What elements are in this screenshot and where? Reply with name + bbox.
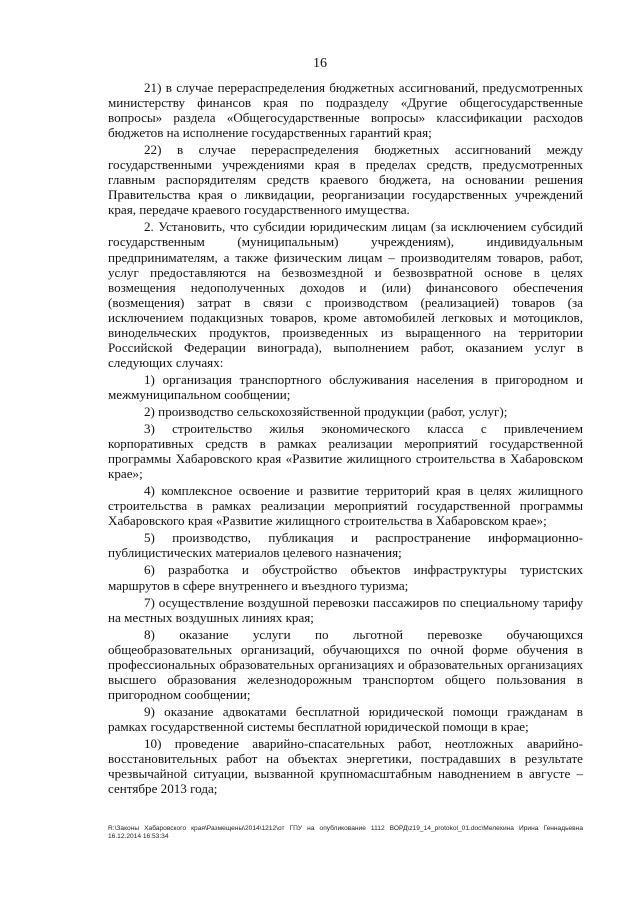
paragraph-section-2: 2. Установить, что субсидии юридическим лицам (за исключением субсидий государственным (муниципальным) учреждениям), индивидуальным предпринимателям, а также физическим лицам – производителям товаров, работ, услуг предоставляются на безвозмездной и безвозвратной основе в целях возмещения недополученных доходов и (или) финансового обеспечения (возмещения) затрат в связи с производством (реализацией) товаров (за исключением подакцизных товаров, кроме автомобилей легковых и мотоциклов, винодельческих продуктов, произведенных из выращенного на территории Российской Федерации винограда), выполнением работ, оказанием услуг в следующих случаях: — [108, 219, 583, 370]
list-item-6: 6) разработка и обустройство объектов инфраструктуры туристских маршрутов в сфере внутреннего и въездного туризма; — [108, 562, 583, 593]
page-number: 16 — [313, 56, 327, 71]
document-body — [108, 80, 583, 798]
list-item-7: 7) осуществление воздушной перевозки пассажиров по специальному тарифу на местных воздушных линиях края; — [108, 594, 583, 625]
list-item-9: 9) оказание адвокатами бесплатной юридической помощи гражданам в рамках государственной системы бесплатной юридической помощи в крае; — [108, 703, 583, 734]
paragraph-item-22: 22) в случае перераспределения бюджетных ассигнований между государственными учреждениями края в пределах средств, предусмотренных главным распорядителям средств краевого бюджета, на основании решения Правительства края о ликвидации, реорганизации государственных учреждений края, передаче краевого государственного имущества. — [108, 142, 583, 218]
list-item-5: 5) производство, публикация и распространение информационно-публицистических материалов целевого назначения; — [108, 530, 583, 561]
file-path-footer: R:\Законы Хабаровского края\Размещены\2014\1212\от ГПУ на опубликование 1112 ВОРД\z19_14_protokol_01.doc\Мелехина Ирина Геннадьевна 16.12.2014 16:53:34 — [108, 825, 583, 840]
list-item-10: 10) проведение аварийно-спасательных работ, неотложных аварийно-восстановительных работ на объектах энергетики, пострадавших в результате чрезвычайной ситуации, вызванной крупномасштабным наводнением в августе – сентябре 2013 года; — [108, 735, 583, 797]
paragraph-item-21: 21) в случае перераспределения бюджетных ассигнований, предусмотренных министерству финансов края по подразделу «Другие общегосударственные вопросы» раздела «Общегосударственные вопросы» классификации расходов бюджетов на исполнение государственных гарантий края; — [108, 80, 583, 141]
list-item-2: 2) производство сельскохозяйственной продукции (работ, услуг); — [144, 403, 508, 419]
list-item-1: 1) организация транспортного обслуживания населения в пригородном и межмуниципальном сообщении; — [108, 371, 583, 402]
list-item-3: 3) строительство жилья экономического класса с привлечением корпоративных средств в рамках реализации мероприятий государственной программы Хабаровского края «Развитие жилищного строительства в Хабаровском крае»; — [108, 421, 583, 482]
list-item-4: 4) комплексное освоение и развитие территорий края в целях жилищного строительства в рамках реализации мероприятий государственной программы Хабаровского края «Развитие жилищного строительства в Хабаровском крае»; — [108, 483, 583, 529]
list-item-8: 8) оказание услуги по льготной перевозке обучающихся общеобразовательных организаций, обучающихся по очной форме обучения в профессиональных образовательных организациях и образовательных организациях высшего образования железнодорожным транспортом общего пользования в пригородном сообщении; — [108, 626, 583, 702]
